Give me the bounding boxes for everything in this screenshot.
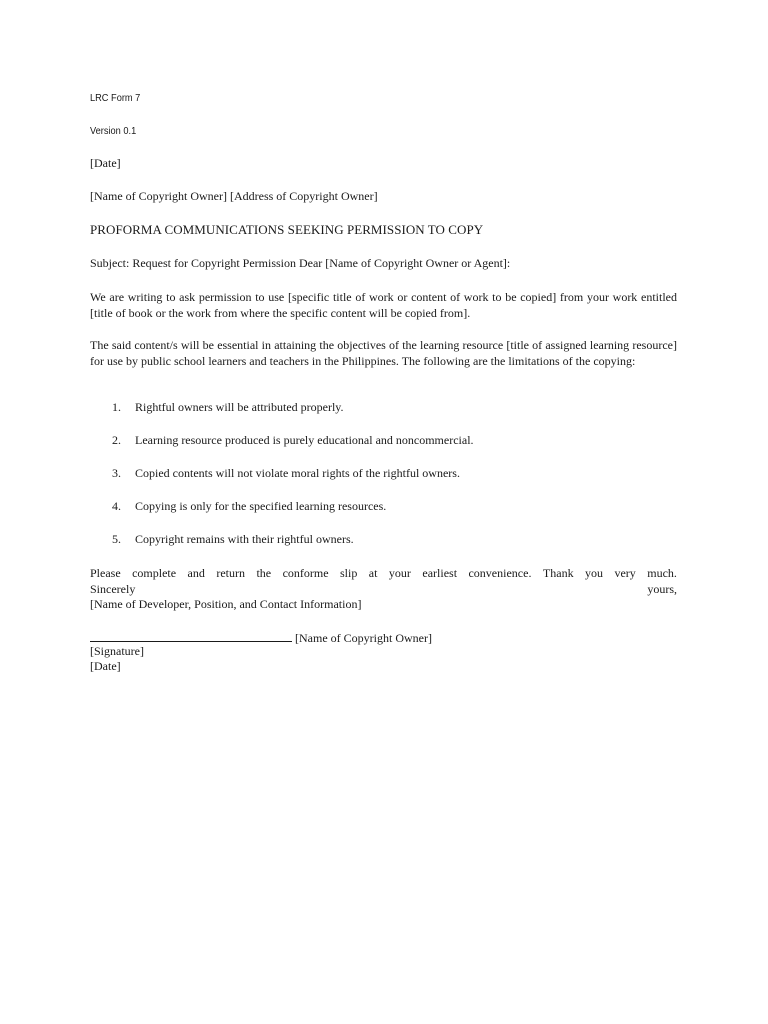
closing-word: complete <box>132 566 177 580</box>
closing-sentence <box>90 565 677 581</box>
list-number: 5. <box>112 532 121 546</box>
closing-word: and <box>187 566 205 580</box>
recipient-block: [Name of Copyright Owner] [Address of Copyright Owner] <box>90 189 378 203</box>
closing-word: slip <box>340 566 358 580</box>
paragraph-request: We are writing to ask permission to use [specific title of work or content of work to be copied] from your work entitled [title of book or the work from where the specific content will be copied from]. <box>90 290 677 320</box>
closing-word: the <box>256 566 272 580</box>
closing-word: Please <box>90 566 121 580</box>
list-text: Copied contents will not violate moral rights of the rightful owners. <box>135 466 460 480</box>
document-title: PROFORMA COMMUNICATIONS SEEKING PERMISSION TO COPY <box>90 222 484 237</box>
form-version: Version 0.1 <box>90 125 137 137</box>
yours-text: yours, <box>647 582 677 596</box>
signature-rule <box>90 629 292 642</box>
form-id: LRC Form 7 <box>90 92 141 104</box>
list-text: Rightful owners will be attributed properly. <box>135 400 344 414</box>
letter-date: [Date] <box>90 156 121 170</box>
closing-word: conforme <box>282 566 329 580</box>
closing-word: Thank <box>542 566 574 580</box>
closing-word: you <box>585 566 604 580</box>
list-number: 4. <box>112 499 121 513</box>
closing-word: convenience. <box>468 566 532 580</box>
list-item <box>112 499 386 514</box>
list-text: Copying is only for the specified learning resources. <box>135 499 387 513</box>
list-item <box>112 400 344 415</box>
closing-word: earliest <box>422 566 458 580</box>
list-number: 2. <box>112 433 121 447</box>
sign-off-line <box>90 581 677 597</box>
closing-word: very <box>614 566 636 580</box>
list-text: Learning resource produced is purely educational and noncommercial. <box>135 433 474 447</box>
list-item <box>112 532 354 547</box>
list-text: Copyright remains with their rightful owners. <box>135 532 354 546</box>
closing-word: much. <box>647 566 677 580</box>
closing-word: your <box>388 566 411 580</box>
list-item <box>112 433 474 448</box>
list-item <box>112 466 460 481</box>
subject-line: Subject: Request for Copyright Permission Dear [Name of Copyright Owner or Agent]: <box>90 256 511 270</box>
list-number: 1. <box>112 400 121 414</box>
list-number: 3. <box>112 466 121 480</box>
developer-info: [Name of Developer, Position, and Contact Information] <box>90 597 362 611</box>
conforme-signature: [Signature] <box>90 644 144 658</box>
paragraph-purpose: The said content/s will be essential in attaining the objectives of the learning resource [title of assigned learning resource] for use by public school learners and teachers in the Philippines. The following are the limitations of the copying: <box>90 338 677 368</box>
conforme-date: [Date] <box>90 659 121 673</box>
conforme-owner-name: [Name of Copyright Owner] <box>295 631 432 645</box>
closing-word: return <box>216 566 245 580</box>
sincerely-text: Sincerely <box>90 582 136 596</box>
closing-word: at <box>368 566 378 580</box>
